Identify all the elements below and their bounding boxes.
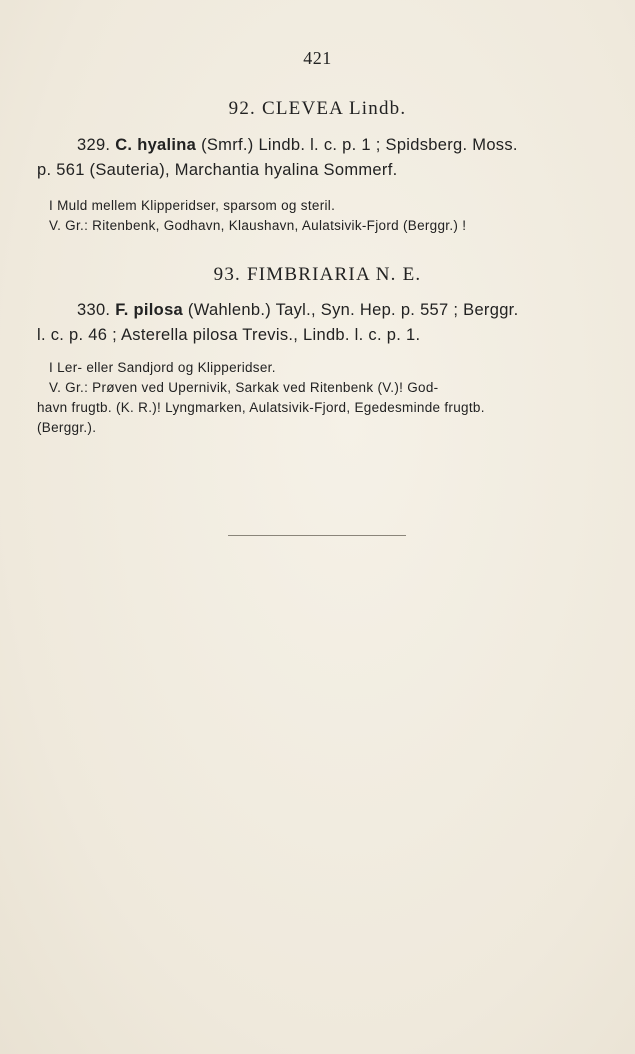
locality-line: havn frugtb. (K. R.)! Lyngmarken, Aulatsivik-Fjord, Egedesminde frugtb. — [37, 400, 485, 415]
entry-citation-continued: p. 561 (Sauteria), Marchantia hyalina Sommerf. — [37, 161, 398, 179]
habitat-note: I Ler- eller Sandjord og Klipperidser. — [49, 360, 276, 375]
end-rule — [228, 535, 406, 536]
genus-heading-fimbriaria: 93. FIMBRIARIA N. E. — [213, 264, 422, 285]
entry-citation: (Smrf.) Lindb. l. c. p. 1 ; Spidsberg. Moss. — [201, 136, 518, 154]
locality-line: V. Gr.: Prøven ved Upernivik, Sarkak ved Ritenbenk (V.)! God- — [49, 380, 439, 395]
habitat-note: I Muld mellem Klipperidser, sparsom og steril. — [49, 198, 336, 213]
species-notes-330 — [37, 358, 557, 438]
entry-citation: (Wahlenb.) Tayl., Syn. Hep. p. 557 ; Berggr. — [187, 301, 519, 319]
species-entry-329 — [37, 133, 557, 183]
entry-citation-continued: l. c. p. 46 ; Asterella pilosa Trevis., Lindb. l. c. p. 1. — [37, 326, 421, 344]
species-notes-329 — [37, 196, 557, 236]
genus-heading-clevea: 92. CLEVEA Lindb. — [228, 98, 407, 119]
species-name: F. pilosa — [115, 301, 184, 319]
page-number: 421 — [303, 48, 332, 68]
locality-line: V. Gr.: Ritenbenk, Godhavn, Klaushavn, Aulatsivik-Fjord (Berggr.) ! — [49, 218, 467, 233]
species-name: C. hyalina — [115, 136, 197, 154]
species-entry-330 — [37, 298, 557, 348]
entry-number: 330. — [77, 301, 111, 319]
entry-number: 329. — [77, 136, 111, 154]
locality-line: (Berggr.). — [37, 420, 97, 435]
